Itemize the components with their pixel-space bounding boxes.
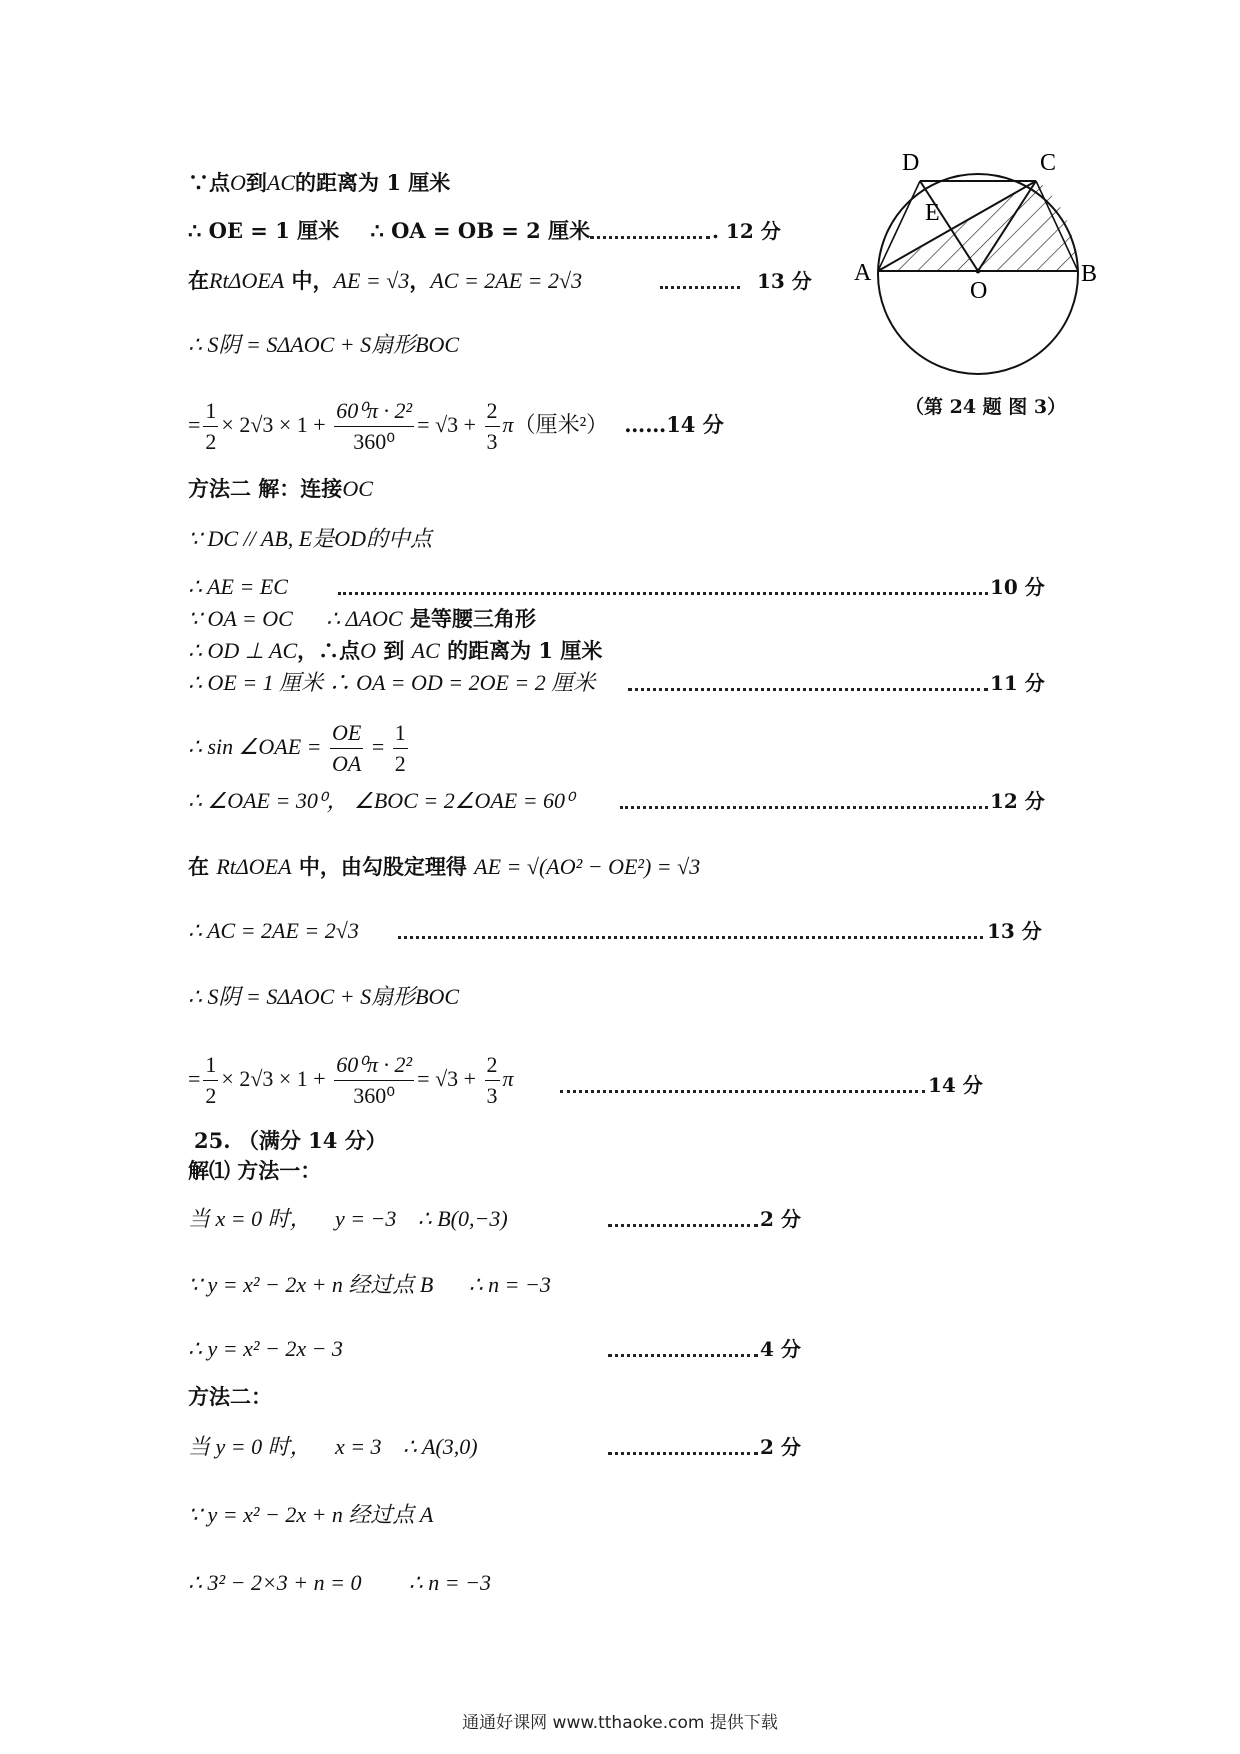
shaded-region	[881, 181, 1075, 271]
m1-line-3	[188, 266, 582, 296]
label-a: A	[854, 260, 872, 286]
numerator: 2	[485, 396, 500, 427]
denominator: 3	[486, 1083, 498, 1108]
math: ∴ n = −3	[408, 1570, 491, 1595]
q25-m1-line-3	[188, 1334, 343, 1364]
leader-dots	[620, 806, 988, 809]
fraction	[203, 396, 218, 457]
fraction	[334, 1050, 414, 1111]
fraction	[203, 1050, 218, 1111]
math: AC = 2AE = 2√3	[430, 268, 583, 293]
math: O	[360, 638, 377, 663]
m1-line-5	[188, 396, 724, 457]
numerator: 2	[485, 1050, 500, 1081]
text: ∵点	[188, 170, 230, 195]
numerator: 1	[203, 396, 218, 427]
label-b: B	[1081, 261, 1098, 287]
math: = √3 +	[417, 1066, 482, 1091]
text: 的距离为 1 厘米	[439, 638, 603, 663]
math: 当 y = 0 时，	[188, 1434, 312, 1459]
math: ∴ n = −3	[468, 1272, 551, 1297]
denominator: 3	[486, 429, 498, 454]
m2-line-7	[188, 786, 574, 816]
math: 当 x = 0 时，	[188, 1206, 312, 1231]
text: 到	[245, 170, 267, 195]
m2-line-2	[188, 572, 288, 602]
math: RtΔOEA	[209, 268, 285, 293]
leader-dots	[398, 936, 983, 939]
math: ∴ S阴 = SΔAOC + S扇形BOC	[188, 332, 460, 357]
text: 到	[376, 638, 412, 663]
leader-dots	[338, 592, 988, 595]
text: 中，由勾股定理得	[291, 854, 475, 879]
text: 方法二：	[188, 1384, 272, 1409]
q25-m2-line-1	[188, 1432, 478, 1462]
fraction	[334, 396, 414, 457]
m2-line-4	[188, 636, 602, 666]
math: ∴ AE = EC	[188, 574, 288, 599]
text: 在	[188, 268, 209, 293]
leader-dots	[608, 1452, 758, 1455]
math: × 2√3 × 1 +	[221, 1066, 332, 1091]
numerator: 1	[393, 718, 408, 749]
text: ，	[409, 268, 431, 293]
text: ∴ OA = OB = 2 厘米	[370, 218, 591, 243]
leader-dots	[608, 1224, 758, 1227]
m2-line-8	[188, 852, 700, 882]
score-4: 4 分	[760, 1337, 801, 1361]
fraction	[485, 1050, 500, 1111]
math: =	[188, 1066, 201, 1091]
label-d: D	[902, 150, 920, 176]
text: 在	[188, 854, 217, 879]
math: ∴ OA = OD = 2OE = 2 厘米	[323, 670, 596, 695]
math: RtΔOEA	[216, 854, 292, 879]
leader-dots	[590, 236, 710, 239]
math: ∵ y = x² − 2x + n 经过点 A	[188, 1502, 434, 1527]
denominator: 2	[394, 751, 406, 776]
math: ∴ B(0,−3)	[417, 1206, 508, 1231]
math: ∴ ∠OAE = 30⁰， ∠BOC = 2∠OAE = 60⁰	[188, 788, 574, 813]
m2-line-9	[188, 916, 359, 946]
text: 中，	[284, 268, 334, 293]
score-11: 11 分	[990, 671, 1045, 695]
m2-line-6	[188, 718, 411, 779]
math: × 2√3 × 1 +	[221, 412, 332, 437]
math: ∴ OD ⊥ AC	[188, 638, 298, 663]
math: ∵ OA = OC	[188, 606, 293, 631]
score-13b: 13 分	[987, 919, 1042, 943]
figure-caption: （第 24 题 图 3）	[905, 396, 1067, 418]
score-12: . 12 分	[712, 219, 781, 243]
text: 的距离为 1 厘米	[295, 170, 451, 195]
math: AC	[411, 638, 440, 663]
math: AC	[266, 170, 296, 195]
denominator: 2	[205, 429, 217, 454]
m1-line-4	[188, 330, 459, 360]
denominator: 2	[205, 1083, 217, 1108]
score-14b: 14 分	[928, 1073, 983, 1097]
m2-line-11	[188, 1050, 514, 1111]
score-2: 2 分	[760, 1207, 801, 1231]
math: ∴ sin ∠OAE =	[188, 734, 328, 759]
math: =	[366, 734, 390, 759]
text: ∴ OE = 1 厘米	[188, 218, 340, 243]
math: ∵ y = x² − 2x + n 经过点 B	[188, 1272, 434, 1297]
q25-solution	[188, 1156, 321, 1186]
m2-line-10	[188, 982, 459, 1012]
numerator: OE	[330, 718, 363, 749]
math: AE = √3	[333, 268, 410, 293]
math: OC	[342, 476, 373, 501]
math: ∴ 3² − 2×3 + n = 0	[188, 1570, 362, 1595]
q25-m1-line-1	[188, 1204, 508, 1234]
math: ∴ ΔAOC	[326, 606, 403, 631]
q25-m2-line-2	[188, 1500, 433, 1530]
text: （厘米²）	[513, 412, 609, 437]
point-o	[976, 269, 981, 274]
q25-m2-header	[188, 1382, 272, 1412]
math: π	[502, 1066, 514, 1091]
math: ∴ A(3,0)	[402, 1434, 478, 1459]
label-e: E	[925, 200, 940, 226]
q25-header	[194, 1126, 387, 1156]
fraction	[330, 718, 363, 779]
math: AE = √(AO² − OE²) = √3	[474, 854, 701, 879]
geometry-figure	[840, 150, 1140, 390]
math: ∴ S阴 = SΔAOC + S扇形BOC	[188, 984, 460, 1009]
score-13: 13 分	[757, 269, 812, 293]
math: y = −3	[334, 1206, 397, 1231]
numerator: 60⁰π · 2²	[334, 396, 414, 427]
m1-line-2	[188, 216, 590, 246]
numerator: 60⁰π · 2²	[334, 1050, 414, 1081]
score-2b: 2 分	[760, 1435, 801, 1459]
leader-dots	[628, 688, 988, 691]
q25-m1-line-2	[188, 1270, 551, 1300]
m2-line-3	[188, 604, 536, 634]
text: ，∴点	[297, 638, 361, 663]
fraction	[393, 718, 408, 779]
denominator: OA	[332, 751, 362, 776]
math: =	[188, 412, 201, 437]
fraction	[485, 396, 500, 457]
q25-m2-line-3	[188, 1568, 491, 1598]
text: 是等腰三角形	[402, 606, 536, 631]
denominator: 360⁰	[353, 1083, 396, 1108]
math: π	[502, 412, 514, 437]
math: x = 3	[334, 1434, 382, 1459]
text: 解⑴ 方法一：	[188, 1158, 322, 1183]
leader-dots	[608, 1354, 758, 1357]
leader-dots	[560, 1090, 925, 1093]
score-12b: 12 分	[990, 789, 1045, 813]
leader-dots	[660, 286, 740, 289]
text: 25. （满分 14 分）	[194, 1128, 387, 1153]
score-10: 10 分	[990, 575, 1045, 599]
text: 方法二 解：连接	[188, 476, 343, 501]
m2-line-5	[188, 668, 595, 698]
math: ∵ DC // AB, E是OD的中点	[188, 526, 432, 551]
page-footer: 通通好课网 www.tthaoke.com 提供下载	[462, 1713, 778, 1733]
math: ∴ y = x² − 2x − 3	[188, 1336, 343, 1361]
m2-line-1	[188, 524, 432, 554]
label-o: O	[970, 278, 988, 304]
math: ∴ OE = 1 厘米	[188, 670, 324, 695]
numerator: 1	[203, 1050, 218, 1081]
math: = √3 +	[417, 412, 482, 437]
label-c: C	[1040, 150, 1057, 176]
math: O	[230, 170, 246, 195]
m2-header	[188, 474, 373, 504]
score-14: ……14 分	[624, 412, 724, 437]
denominator: 360⁰	[353, 429, 396, 454]
math: ∴ AC = 2AE = 2√3	[188, 918, 359, 943]
m1-line-1	[188, 168, 450, 198]
